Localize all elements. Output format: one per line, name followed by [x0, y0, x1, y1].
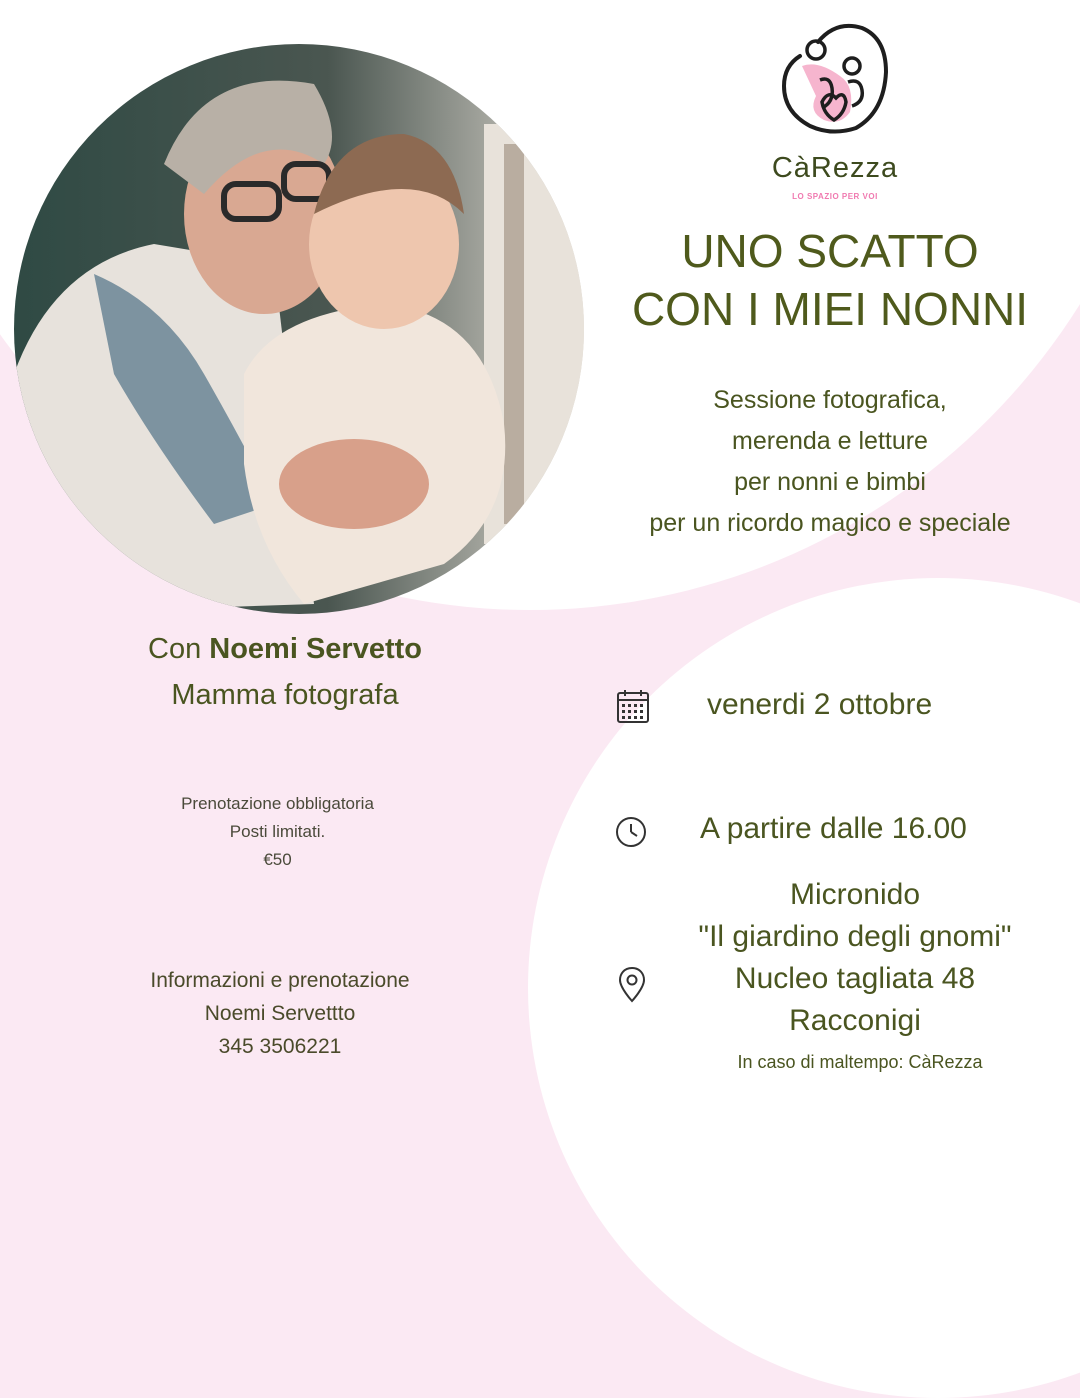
title-line-2: CON I MIEI NONNI	[631, 283, 1029, 335]
event-venue	[650, 874, 1060, 1042]
grandmother-baby-photo	[14, 44, 584, 614]
credit-prefix: Con	[148, 633, 202, 665]
photographer-name: Noemi Servetto	[209, 633, 422, 665]
carezza-logo-mark	[760, 16, 910, 146]
description-line-2: merenda e letture	[732, 427, 928, 455]
event-time: A partire dalle 16.00	[700, 812, 967, 845]
contact-name: Noemi Servettto	[204, 1002, 356, 1025]
description-line-1: Sessione fotografica,	[713, 386, 947, 414]
venue-line-3: Nucleo tagliata 48	[734, 962, 976, 995]
description-line-4: per un ricordo magico e speciale	[649, 509, 1011, 537]
event-date: venerdi 2 ottobre	[707, 688, 933, 721]
carezza-logo	[760, 16, 910, 201]
title-line-1: UNO SCATTO	[681, 225, 979, 277]
photographer-credit	[60, 626, 510, 718]
price: €50	[263, 850, 292, 869]
event-description	[575, 380, 1080, 544]
rain-note: In caso di maltempo: CàRezza	[737, 1052, 983, 1072]
event-title	[590, 222, 1070, 338]
booking-required: Prenotazione obbligatoria	[181, 794, 374, 813]
calendar-icon	[616, 688, 650, 724]
limited-seats: Posti limitati.	[229, 822, 326, 841]
clock-icon	[614, 815, 648, 849]
venue-line-4: Racconigi	[789, 1004, 921, 1037]
contact-phone: 345 3506221	[218, 1035, 342, 1058]
location-pin-icon	[618, 966, 646, 1004]
venue-line-2: "Il giardino degli gnomi"	[698, 920, 1012, 953]
logo-tagline: LO SPAZIO PER VOI	[792, 192, 878, 201]
contact-heading: Informazioni e prenotazione	[150, 969, 410, 992]
booking-info	[100, 790, 455, 874]
description-line-3: per nonni e bimbi	[734, 468, 926, 496]
venue-line-1: Micronido	[789, 878, 921, 911]
photographer-role: Mamma fotografa	[171, 679, 399, 711]
contact-info	[70, 964, 490, 1063]
logo-name: CàRezza	[771, 152, 899, 184]
